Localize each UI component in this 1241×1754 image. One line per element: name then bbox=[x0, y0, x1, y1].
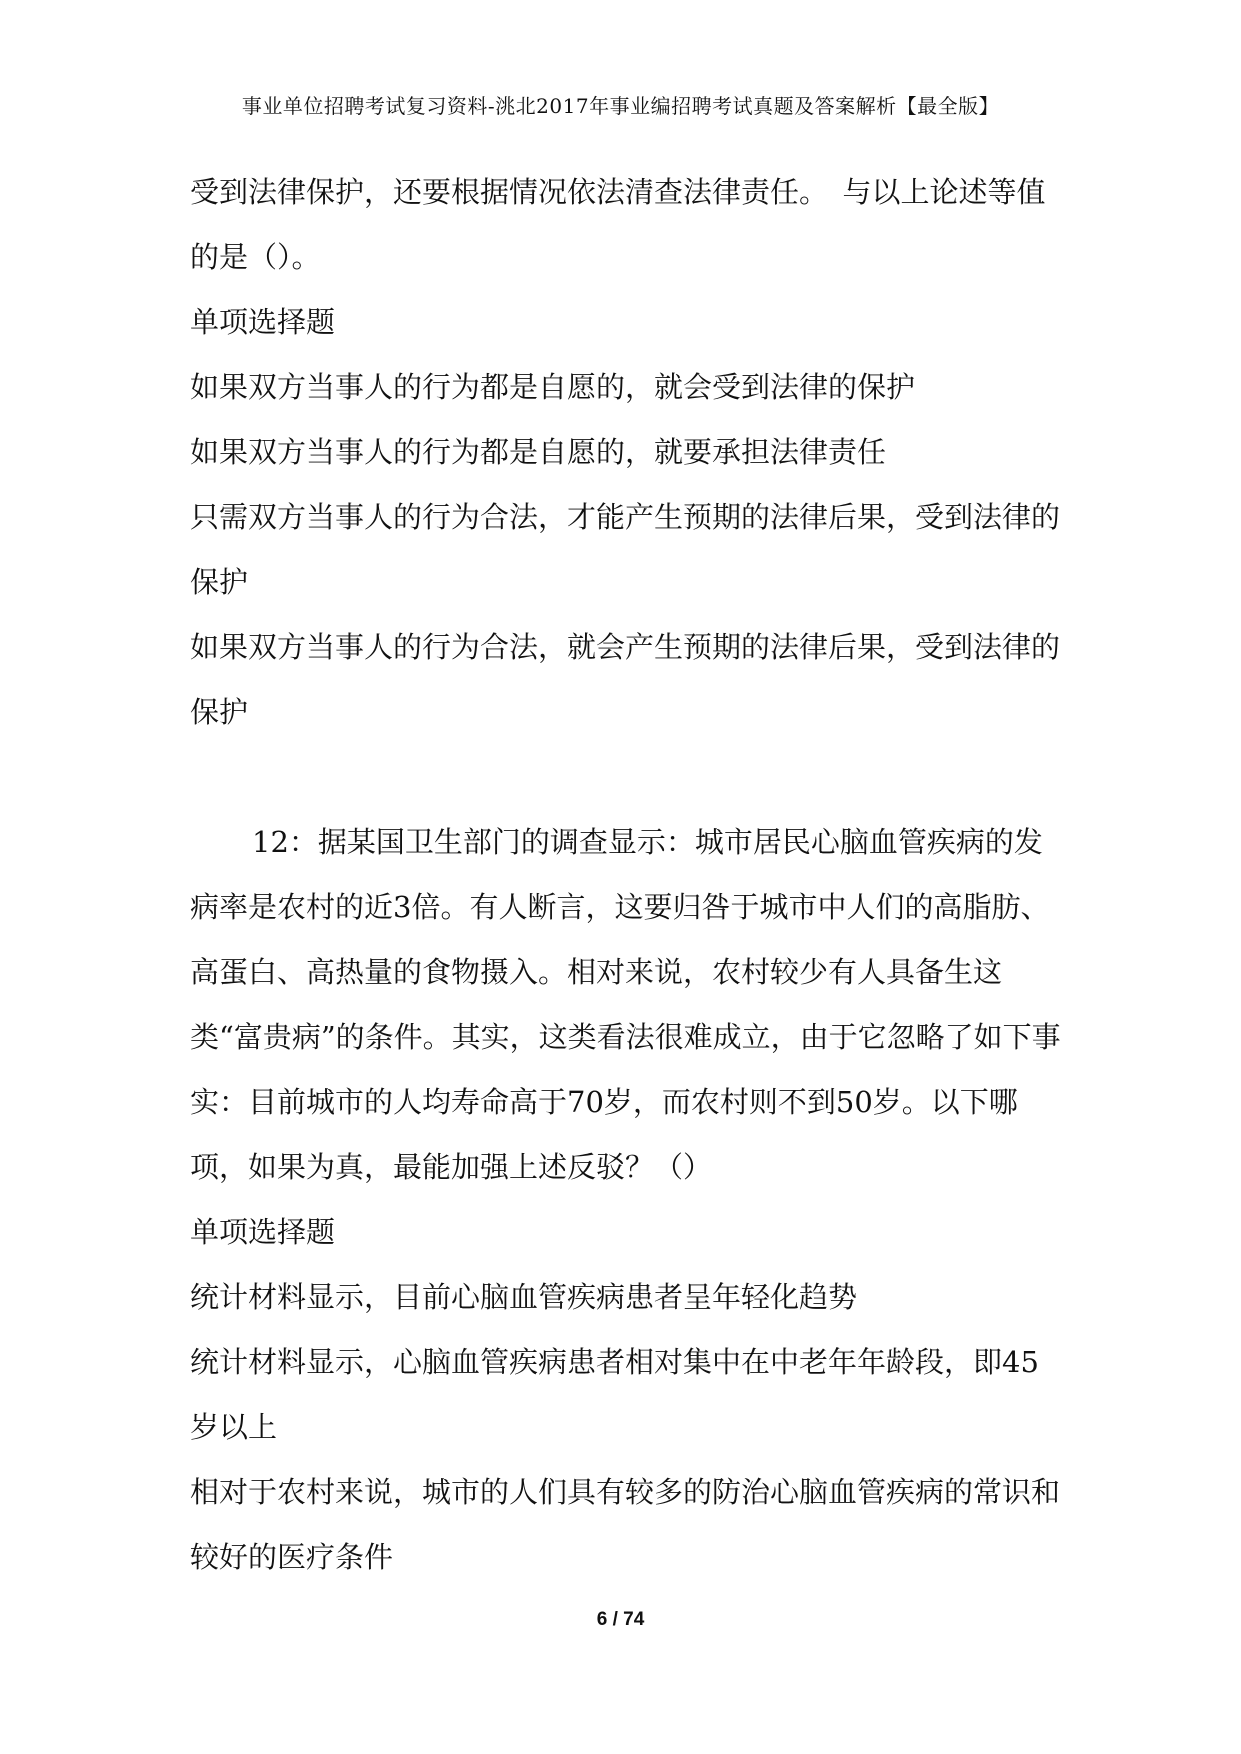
question-11-option-d: 如果双方当事人的行为合法，就会产生预期的法律后果，受到法律的保护 bbox=[190, 630, 1061, 729]
page-number: 6 / 74 bbox=[596, 1609, 645, 1630]
page-header: 事业单位招聘考试复习资料-洮北2017年事业编招聘考试真题及答案解析【最全版】 bbox=[241, 94, 1000, 118]
question-11-option-a: 如果双方当事人的行为都是自愿的，就会受到法律的保护 bbox=[190, 370, 916, 404]
question-12-option-a: 统计材料显示，目前心脑血管疾病患者呈年轻化趋势 bbox=[190, 1280, 858, 1314]
question-12-option-c: 相对于农村来说，城市的人们具有较多的防治心脑血管疾病的常识和较好的医疗条件 bbox=[190, 1475, 1061, 1574]
question-12-option-b: 统计材料显示，心脑血管疾病患者相对集中在中老年年龄段，即45岁以上 bbox=[190, 1345, 1039, 1444]
question-11-option-b: 如果双方当事人的行为都是自愿的，就要承担法律责任 bbox=[190, 435, 887, 469]
question-11-type: 单项选择题 bbox=[190, 305, 336, 339]
question-11-stem-tail: 受到法律保护，还要根据情况依法清查法律责任。 与以上论述等值的是（）。 bbox=[190, 175, 1046, 274]
question-12-type: 单项选择题 bbox=[190, 1215, 336, 1249]
question-12-stem: 12：据某国卫生部门的调查显示：城市居民心脑血管疾病的发病率是农村的近3倍。有人断言，这要归咎于城市中人们的高脂肪、高蛋白、高热量的食物摄入。相对来说，农村较少有人具备生这类“富贵病”的条件。其实，这类看法很难成立，由于它忽略了如下事实：目前城市的人均寿命高于70岁，而农村则不到50岁。以下哪项，如果为真，最能加强上述反驳？（） bbox=[190, 825, 1061, 1184]
paragraph-gap bbox=[190, 745, 1062, 810]
document-body bbox=[190, 160, 1062, 1590]
question-11-option-c: 只需双方当事人的行为合法，才能产生预期的法律后果，受到法律的保护 bbox=[190, 500, 1061, 599]
